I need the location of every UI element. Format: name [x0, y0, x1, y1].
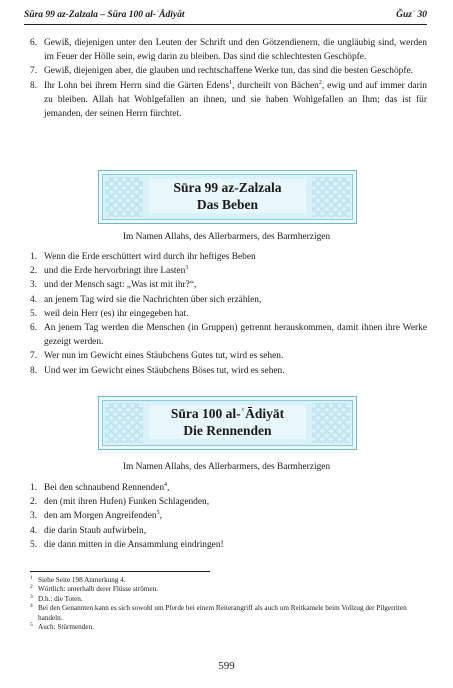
verse-text: , ewig und auf immer darin zu bleiben. Allah hat Wohlgefallen an ihnen, und sie haben Wohlgefallen an Ihm; das ist für jemanden, der seinen Herrn fürchtet.	[44, 80, 427, 120]
running-header	[24, 8, 427, 25]
header-sura-range: Sūra 99 az-Zalzala – Sūra 100 al-ʿĀdiyāt	[24, 10, 185, 20]
footnote-ref: 5	[156, 510, 160, 517]
footnote-ref: 4	[164, 481, 168, 488]
verse	[30, 79, 427, 122]
verse	[30, 64, 427, 78]
verse	[30, 364, 427, 378]
verses-sura-98-end	[30, 36, 427, 121]
verse-text: Bei den schnaubend Rennenden	[44, 483, 165, 493]
page-number: 599	[218, 660, 235, 672]
verse-number: 2.	[30, 497, 38, 508]
verse-text: Ihr Lohn bei ihrem Herrn sind die Gärten Edens	[44, 80, 230, 91]
verses-sura-100	[30, 481, 427, 552]
sura-100-title-banner	[98, 396, 357, 450]
verse-text: , durcheilt von Bächen	[232, 80, 319, 91]
verse	[30, 524, 427, 538]
verse-number: 2.	[30, 266, 38, 277]
footnote-ref: 1	[229, 79, 233, 86]
verse-text: den (mit ihren Hufen) Funken Schlagenden,	[44, 497, 210, 508]
sura-title	[149, 405, 306, 439]
sura-name: Sūra 99 az-Zalzala	[173, 180, 282, 195]
basmala: Im Namen Allahs, des Allerbarmers, des Barmherzigen	[122, 462, 331, 472]
sura-translation: Die Rennenden	[183, 423, 272, 438]
verse-text: an jenem Tag wird sie die Nachrichten über sich erzählen,	[44, 294, 262, 305]
footnote-number: 1	[30, 575, 33, 581]
verse	[30, 481, 427, 495]
footnote-ref: 2	[318, 79, 322, 86]
verse-number: 5.	[30, 539, 38, 550]
verse-number: 3.	[30, 511, 38, 522]
verse-number: 6.	[30, 323, 38, 334]
footnote	[30, 595, 413, 604]
verse-number: 8.	[30, 365, 38, 376]
footnote-text: D.h.: die Toten.	[38, 594, 83, 603]
ornament-right	[312, 177, 350, 217]
verse-text: Wenn die Erde erschüttert wird durch ihr heftiges Beben	[44, 252, 256, 262]
verse-text: An jenem Tag werden die Menschen (in Gruppen) getrennt herauskommen, damit ihnen ihre Werke gezeigt werden.	[44, 323, 427, 348]
verse-text-tail: ,	[159, 511, 162, 522]
verse	[30, 264, 427, 278]
verse-text-tail: ,	[167, 483, 170, 493]
footnote-text: Siehe Seite 198 Anmerkung 4.	[38, 576, 126, 584]
verse-number: 5.	[30, 308, 38, 319]
verse	[30, 349, 427, 363]
verse-number: 1.	[30, 252, 38, 262]
ornament-left	[105, 177, 143, 217]
verse	[30, 36, 427, 64]
verse-text: und die Erde hervorbringt ihre Lasten	[44, 266, 186, 277]
sura-title	[149, 179, 306, 213]
verse-number: 8.	[30, 80, 38, 91]
header-juz: Ǧuzʾ 30	[396, 10, 427, 20]
footnote-ref: 3	[185, 265, 189, 272]
verse	[30, 538, 427, 552]
verse	[30, 495, 427, 509]
verse	[30, 278, 427, 292]
verse	[30, 321, 427, 349]
verse-number: 4.	[30, 525, 38, 536]
footnote-number: 5	[30, 622, 33, 629]
footnote	[30, 604, 413, 623]
footnote-number: 4	[30, 603, 33, 610]
verse	[30, 307, 427, 321]
footnote-text: Auch: Stürmenden.	[38, 623, 94, 632]
sura-99-title-banner	[98, 170, 357, 224]
verse-number: 3.	[30, 280, 38, 291]
footnote-divider	[30, 571, 210, 572]
verse-number: 6.	[30, 38, 38, 48]
footnote	[30, 585, 413, 594]
verse-number: 1.	[30, 483, 38, 493]
verse	[30, 293, 427, 307]
verses-sura-99	[30, 250, 427, 378]
verse-text: Gewiß, diejenigen aber, die glauben und rechtschaffene Werke tun, das sind die besten Geschöpfe.	[44, 66, 413, 77]
sura-translation: Das Beben	[196, 197, 259, 212]
footnote	[30, 576, 413, 585]
verse-text: weil dein Herr (es) ihr eingegeben hat.	[44, 308, 189, 319]
verse-number: 4.	[30, 294, 38, 305]
sura-name: Sūra 100 al-ʿĀdiyāt	[170, 406, 285, 421]
ornament-left	[105, 403, 143, 443]
basmala: Im Namen Allahs, des Allerbarmers, des Barmherzigen	[122, 232, 331, 242]
footnote-number: 3	[30, 593, 33, 600]
verse-text: den am Morgen Angreifenden	[44, 511, 157, 522]
verse-text: und der Mensch sagt: „Was ist mit ihr?“,	[44, 280, 197, 291]
verse-text: die darin Staub aufwirbeln,	[44, 525, 147, 536]
verse-number: 7.	[30, 351, 38, 362]
footnote-text: Wörtlich: unterhalb derer Flüsse strömen.	[38, 585, 158, 594]
footnotes	[30, 576, 413, 632]
footnote-number: 2	[30, 584, 33, 591]
verse-text: Gewiß, diejenigen unter den Leuten der Schrift und den Götzendienern, die ungläubig sind, werden im Feuer der Hölle sein, ewig darin zu bleiben. Das sind die schlechtesten Geschöpfe.	[44, 38, 427, 63]
verse	[30, 509, 427, 523]
ornament-right	[312, 403, 350, 443]
footnote	[30, 623, 413, 632]
footnote-text: Bei den Genannten kann es sich sowohl um Pferde bei einem Reiterangriff als auch um Reitkamele beim Vollzug der Pilgerriten handeln.	[38, 604, 407, 622]
verse-text: Wer nun im Gewicht eines Stäubchens Gutes tut, wird es sehen.	[44, 351, 284, 362]
verse-number: 7.	[30, 66, 38, 77]
verse	[30, 250, 427, 264]
verse-text: Und wer im Gewicht eines Stäubchens Böses tut, wird es sehen.	[44, 365, 285, 376]
verse-text: die dann mitten in die Ansammlung eindringen!	[44, 539, 224, 550]
